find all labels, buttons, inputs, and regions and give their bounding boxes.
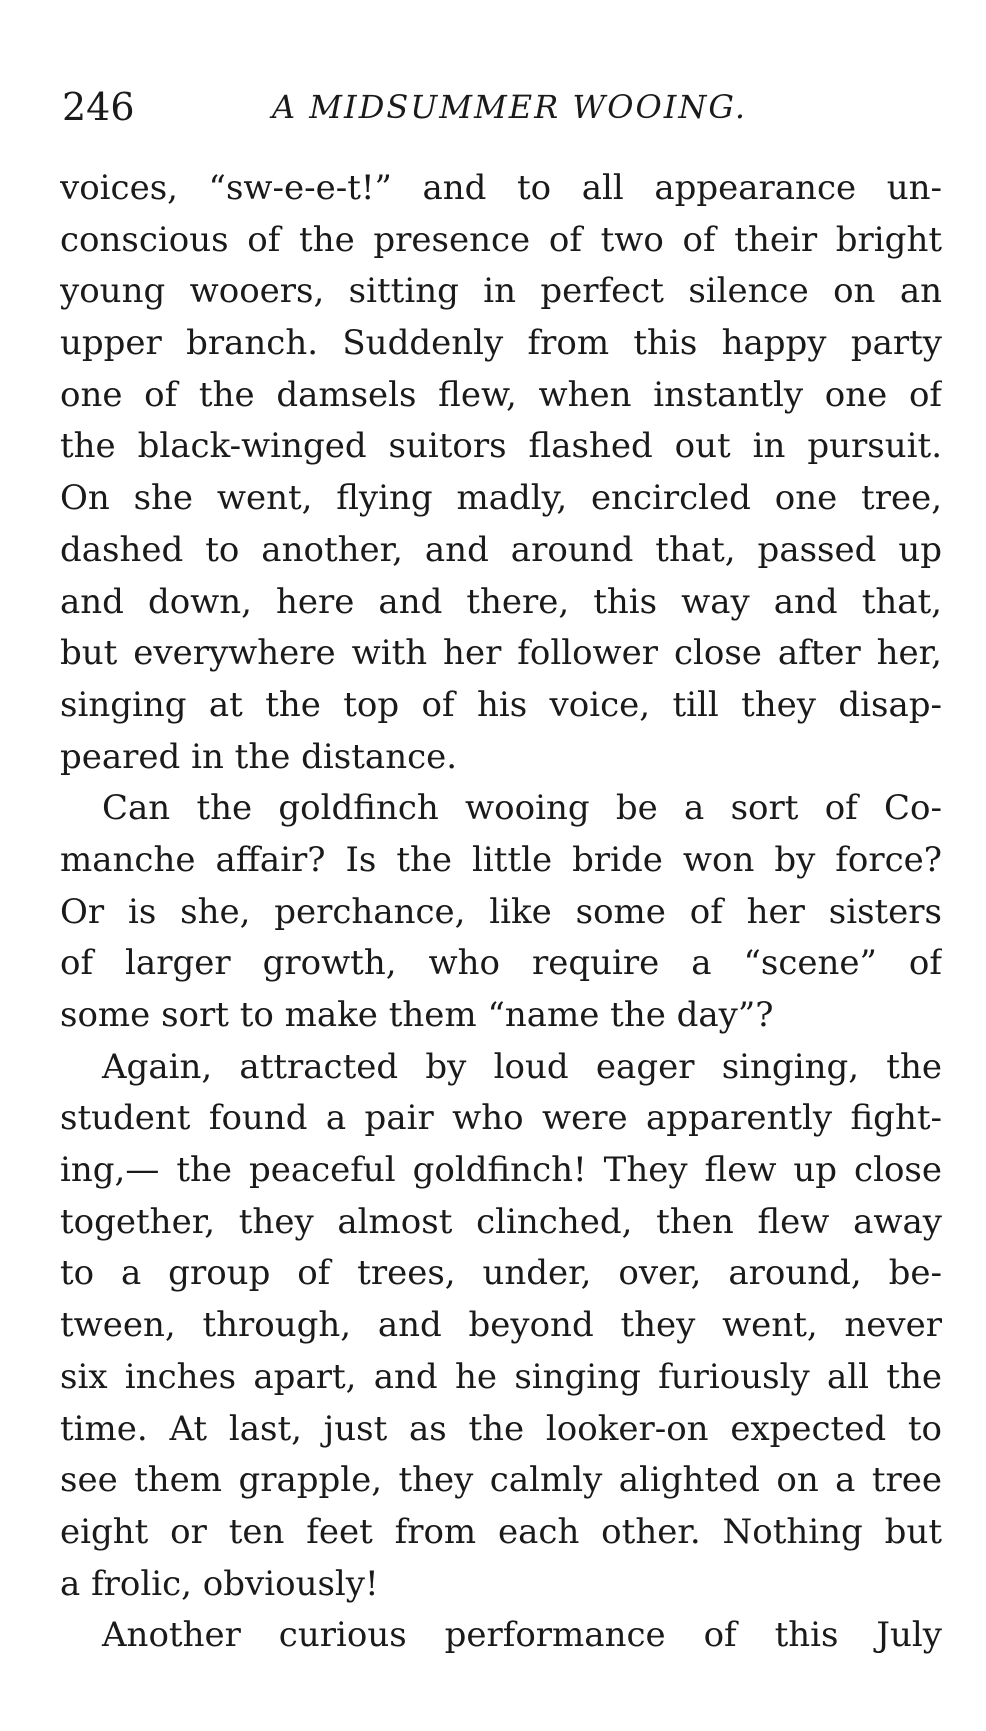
text-line: Another curious performance of this July: [102, 1615, 942, 1656]
text-line: manche affair? Is the little bride won by force?: [60, 839, 942, 880]
text-line: Can the goldfinch wooing be a sort of Co-: [102, 788, 942, 829]
text-line: eight or ten feet from each other. Nothing but: [60, 1511, 942, 1552]
text-line: On she went, flying madly, encircled one tree,: [60, 478, 942, 519]
page-header: [62, 82, 942, 132]
text-line: dashed to another, and around that, passed up: [60, 529, 942, 570]
text-line: some sort to make them “name the day”?: [60, 995, 774, 1035]
text-line: time. At last, just as the looker-on expected to: [60, 1408, 942, 1449]
text-line: Again, attracted by loud eager singing, the: [102, 1046, 942, 1087]
text-line: young wooers, sitting in perfect silence on an: [60, 271, 942, 312]
text-line: and down, here and there, this way and that,: [60, 581, 942, 622]
text-line: of larger growth, who require a “scene” of: [60, 943, 942, 984]
text-line: conscious of the presence of two of their bright: [60, 219, 942, 260]
text-line: to a group of trees, under, over, around, be-: [60, 1253, 942, 1294]
text-line: singing at the top of his voice, till they disap-: [60, 684, 942, 725]
text-line: a frolic, obviously!: [60, 1563, 379, 1604]
body-text: [60, 163, 942, 1662]
page-number: 246: [62, 85, 135, 129]
text-line: ing,— the peaceful goldfinch! They flew up close: [60, 1150, 942, 1191]
text-line: see them grapple, they calmly alighted on a tree: [60, 1460, 942, 1501]
text-line: the black-winged suitors flashed out in pursuit.: [60, 426, 942, 467]
text-line: voices, “sw-e-e-t!” and to all appearance un-: [60, 168, 942, 208]
text-line: student found a pair who were apparently fight-: [60, 1098, 942, 1139]
text-line: upper branch. Suddenly from this happy party: [60, 323, 942, 364]
text-line: six inches apart, and he singing furiously all the: [60, 1356, 942, 1397]
text-line: Or is she, perchance, like some of her sisters: [60, 891, 942, 932]
running-title: A MIDSUMMER WOOING.: [272, 88, 747, 126]
text-line: peared in the distance.: [60, 736, 458, 777]
text-line: one of the damsels flew, when instantly one of: [60, 374, 942, 415]
text-line: together, they almost clinched, then flew away: [60, 1201, 942, 1242]
text-line: but everywhere with her follower close after her,: [60, 633, 942, 674]
text-line: tween, through, and beyond they went, never: [60, 1305, 942, 1346]
